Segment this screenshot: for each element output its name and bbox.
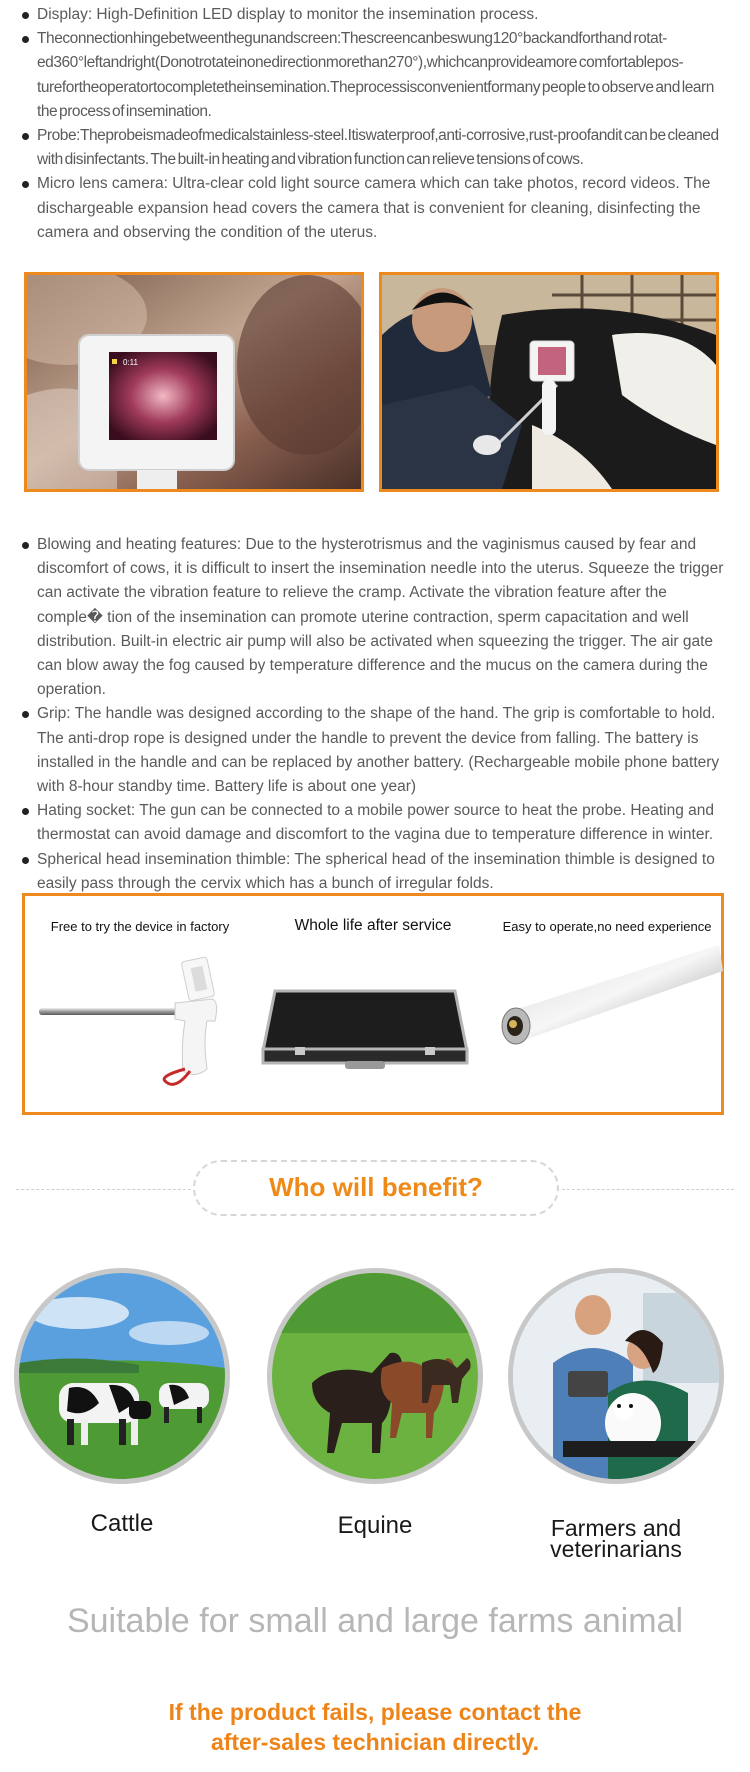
suitable-tagline: Suitable for small and large farms animal	[66, 1602, 684, 1640]
device-closeup-photo	[24, 272, 364, 492]
probe-tip-image	[491, 941, 723, 1051]
benefit-title: Who will benefit?	[269, 1172, 483, 1202]
service-label-easy-operate: Easy to operate,no need experience	[502, 919, 712, 934]
operator-cow-photo	[379, 272, 719, 492]
farmers-label-line2: veterinarians	[550, 1536, 682, 1562]
farmers-vets-label	[508, 1515, 724, 1562]
after-sales-line2: after-sales technician directly.	[210, 1729, 540, 1755]
feature-thimble: Spherical head insemination thimble: The spherical head of the insemination thimble is designed to easily pass through the cervix which has a bunch of irregular folds.	[20, 848, 732, 896]
device-screen-unit	[79, 335, 234, 489]
feature-grip: Grip: The handle was designed according to the shape of the hand. The grip is comfortable to hold. The anti-drop rope is designed under the handle to prevent the device from falling. The battery is installed in the handle and can be replaced by another battery. (Rechargeable mobile phone battery with 8-hour standby time. Battery life is about one year)	[20, 702, 732, 799]
cattle-label: Cattle	[90, 1510, 154, 1537]
service-highlights-box	[22, 893, 724, 1115]
screen-time-readout: 0:11	[123, 358, 138, 367]
feature-list-top	[20, 3, 732, 245]
cattle-image	[14, 1268, 230, 1484]
feature-display: Display: High-Definition LED display to monitor the insemination process.	[20, 3, 732, 27]
service-label-free-trial: Free to try the device in factory	[50, 919, 230, 934]
feature-hinge: Theconnectionhingebetweenthegunandscreen:Thescreencanbeswung120°backandforthand rotat-ed360°leftandright(Donotrotateinonedirectionmorethan270°),whichcanprovideamore comfortablepos-turefortheoperatortocompletetheinsemination.Theprocessisconvenientformany people to observe and learn the process of insemination.	[20, 27, 732, 124]
farmers-label-line1: Farmers and	[550, 1515, 682, 1541]
carrying-case-image	[255, 981, 485, 1081]
after-sales-line1: If the product fails, please contact the	[168, 1699, 582, 1725]
farmers-vets-image	[508, 1268, 724, 1484]
divider-right	[562, 1189, 734, 1190]
service-label-after-service: Whole life after service	[294, 917, 452, 934]
feature-probe: Probe:Theprobeismadeofmedicalstainless-steel.Itiswaterproof,anti-corrosive,rust-proofandit can be cleaned with disinfectants. The built-in heating and vibration function can relieve tensions of cows.	[20, 124, 732, 172]
feature-blowing-heating: Blowing and heating features: Due to the hysterotrismus and the vaginismus caused by fear and discomfort of cows, it is difficult to insert the insemination needle into the uterus. Squeeze the trigger can activate the vibration feature to relieve the cramp. Activate the vibration feature after the comple� tion of the insemination can promote uterine contraction, sperm capacitation and well distribution. Built-in electric air pump will also be activated when squeezing the trigger. The air gate can blow away the fog caused by temperature difference and the mucus on the camera during the operation.	[20, 533, 732, 702]
feature-camera: Micro lens camera: Ultra-clear cold light source camera which can take photos, record videos. The dischargeable expansion head covers the camera that is convenient for cleaning, disinfecting the camera and observing the condition of the uterus.	[20, 172, 732, 245]
equine-label: Equine	[337, 1512, 413, 1539]
after-sales-notice	[0, 1697, 750, 1757]
divider-left	[16, 1189, 191, 1190]
feature-heating-socket: Hating socket: The gun can be connected to a mobile power source to heat the probe. Heating and thermostat can avoid damage and discomfort to the vagina due to temperature difference in winter.	[20, 799, 732, 847]
equine-image	[267, 1268, 483, 1484]
insemination-gun-image	[35, 941, 235, 1101]
feature-list-bottom	[20, 533, 732, 896]
